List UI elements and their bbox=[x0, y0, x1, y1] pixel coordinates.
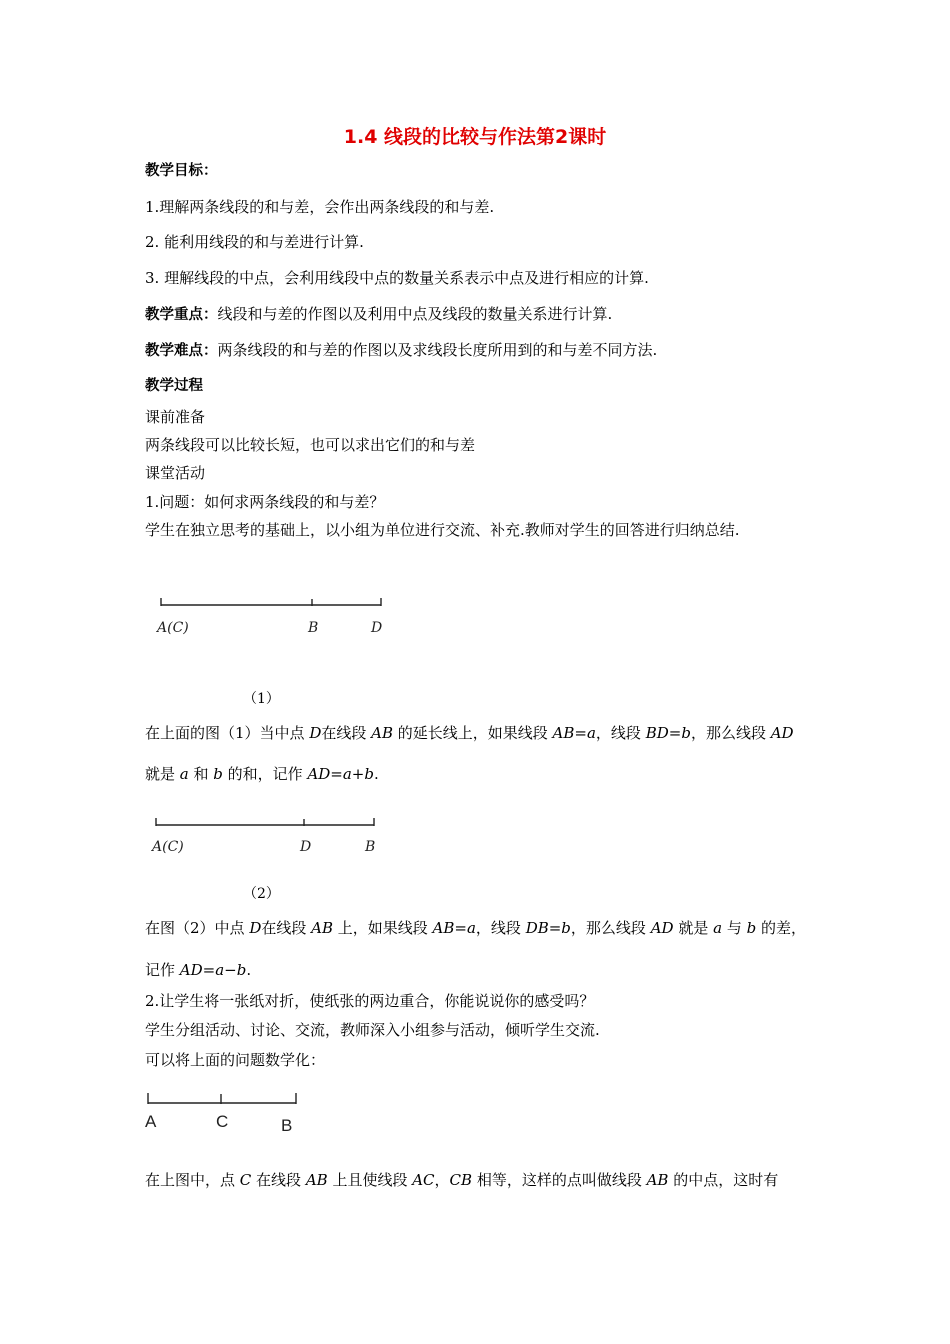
math-ad: AD bbox=[650, 919, 674, 937]
figure-1-label-d: D bbox=[371, 620, 383, 636]
math-ac: AC bbox=[412, 1171, 435, 1189]
text-span: 在图（2）中点 bbox=[145, 919, 250, 937]
figure-2-caption: （2） bbox=[243, 886, 280, 902]
text-span: 就是 bbox=[673, 919, 714, 937]
figure-1-label-b: B bbox=[308, 620, 319, 636]
prep-heading: 课前准备 bbox=[145, 408, 206, 426]
math-ad: AD bbox=[770, 724, 794, 742]
objectives-heading: 教学目标： bbox=[145, 163, 218, 179]
figure-3-label-a: A bbox=[145, 1112, 157, 1131]
math-c: C bbox=[239, 1171, 252, 1189]
figure-2-text-line-2 bbox=[145, 960, 251, 980]
figure-1-text-line-2 bbox=[145, 764, 379, 784]
text-span: 的和，记作 bbox=[222, 765, 308, 783]
text-span: 的中点，这时有 bbox=[668, 1171, 779, 1189]
text-span: 在上面的图（1）当中点 bbox=[145, 724, 310, 742]
objective-1: 1.理解两条线段的和与差，会作出两条线段的和与差. bbox=[145, 198, 495, 216]
math-cb: CB bbox=[449, 1171, 473, 1189]
midpoint-text bbox=[145, 1170, 778, 1190]
prep-text: 两条线段可以比较长短，也可以求出它们的和与差 bbox=[145, 436, 476, 454]
math-ab-a: AB=a bbox=[432, 919, 476, 937]
figure-1-text-line-1 bbox=[145, 723, 794, 743]
text-span: 上，如果线段 bbox=[332, 919, 433, 937]
objective-2: 2. 能利用线段的和与差进行计算. bbox=[145, 233, 364, 251]
figure-1-caption: （1） bbox=[243, 691, 280, 707]
math-db-b: DB=b bbox=[525, 919, 571, 937]
objective-3: 3. 理解线段的中点，会利用线段中点的数量关系表示中点及进行相应的计算. bbox=[145, 269, 649, 287]
figure-3-label-b: B bbox=[281, 1116, 293, 1135]
activity-heading: 课堂活动 bbox=[145, 464, 206, 482]
question-2-math: 可以将上面的问题数学化： bbox=[145, 1051, 326, 1069]
figure-2 bbox=[145, 812, 395, 862]
math-ab: AB bbox=[371, 724, 393, 742]
math-ab-a: AB=a bbox=[552, 724, 596, 742]
figure-3-label-c: C bbox=[216, 1112, 229, 1131]
difficulty bbox=[145, 340, 657, 361]
math-b: b bbox=[746, 919, 757, 937]
text-span: ，线段 bbox=[475, 919, 526, 937]
text-span: 在线段 bbox=[321, 724, 372, 742]
text-span: 就是 bbox=[145, 765, 180, 783]
key-point-label: 教学重点： bbox=[145, 307, 218, 323]
text-span: 在线段 bbox=[251, 1171, 306, 1189]
text-span: 的差， bbox=[756, 919, 806, 937]
text-span: 在上图中，点 bbox=[145, 1171, 240, 1189]
figure-3 bbox=[140, 1088, 340, 1138]
process-heading: 教学过程 bbox=[145, 378, 203, 394]
math-a: a bbox=[713, 919, 723, 937]
key-point bbox=[145, 304, 612, 325]
text-span: ，那么线段 bbox=[690, 724, 771, 742]
math-d: D bbox=[249, 919, 262, 937]
question-1: 1.问题：如何求两条线段的和与差？ bbox=[145, 493, 385, 511]
math-ab: AB bbox=[311, 919, 333, 937]
difficulty-label: 教学难点： bbox=[145, 343, 218, 359]
key-point-text: 线段和与差的作图以及利用中点及线段的数量关系进行计算. bbox=[217, 305, 613, 323]
difficulty-text: 两条线段的和与差的作图以及求线段长度所用到的和与差不同方法. bbox=[217, 341, 658, 359]
math-a: a bbox=[179, 765, 189, 783]
text-span: 记作 bbox=[145, 961, 180, 979]
text-span: 的延长线上，如果线段 bbox=[393, 724, 553, 742]
question-2: 2.让学生将一张纸对折，使纸张的两边重合，你能说说你的感受吗？ bbox=[145, 992, 595, 1010]
math-formula: AD=a−b bbox=[179, 961, 247, 979]
figure-1 bbox=[150, 592, 400, 642]
figure-1-label-a: A(C) bbox=[157, 620, 189, 636]
text-span: 在线段 bbox=[261, 919, 312, 937]
text-span: . bbox=[373, 765, 379, 783]
text-span: ，线段 bbox=[595, 724, 646, 742]
figure-2-label-d: D bbox=[300, 839, 312, 855]
figure-2-label-a: A(C) bbox=[152, 839, 184, 855]
figure-2-text-line-1 bbox=[145, 918, 806, 938]
question-2-desc: 学生分组活动、讨论、交流，教师深入小组参与活动，倾听学生交流. bbox=[145, 1021, 600, 1039]
text-span: ， bbox=[434, 1171, 450, 1189]
text-span: 和 bbox=[188, 765, 214, 783]
text-span: 上且使线段 bbox=[327, 1171, 413, 1189]
figure-2-label-b: B bbox=[365, 839, 376, 855]
math-ab: AB bbox=[646, 1171, 669, 1189]
math-ab: AB bbox=[305, 1171, 328, 1189]
math-formula: AD=a+b bbox=[307, 765, 374, 783]
page-title: 1.4 线段的比较与作法第2课时 bbox=[343, 126, 607, 148]
math-bd-b: BD=b bbox=[645, 724, 691, 742]
text-span: . bbox=[246, 961, 252, 979]
text-span: ，那么线段 bbox=[570, 919, 651, 937]
text-span: 相等，这样的点叫做线段 bbox=[472, 1171, 647, 1189]
question-1-desc: 学生在独立思考的基础上，以小组为单位进行交流、补充.教师对学生的回答进行归纳总结. bbox=[145, 521, 740, 539]
text-span: 与 bbox=[722, 919, 747, 937]
math-d: D bbox=[309, 724, 322, 742]
math-b: b bbox=[213, 765, 223, 783]
